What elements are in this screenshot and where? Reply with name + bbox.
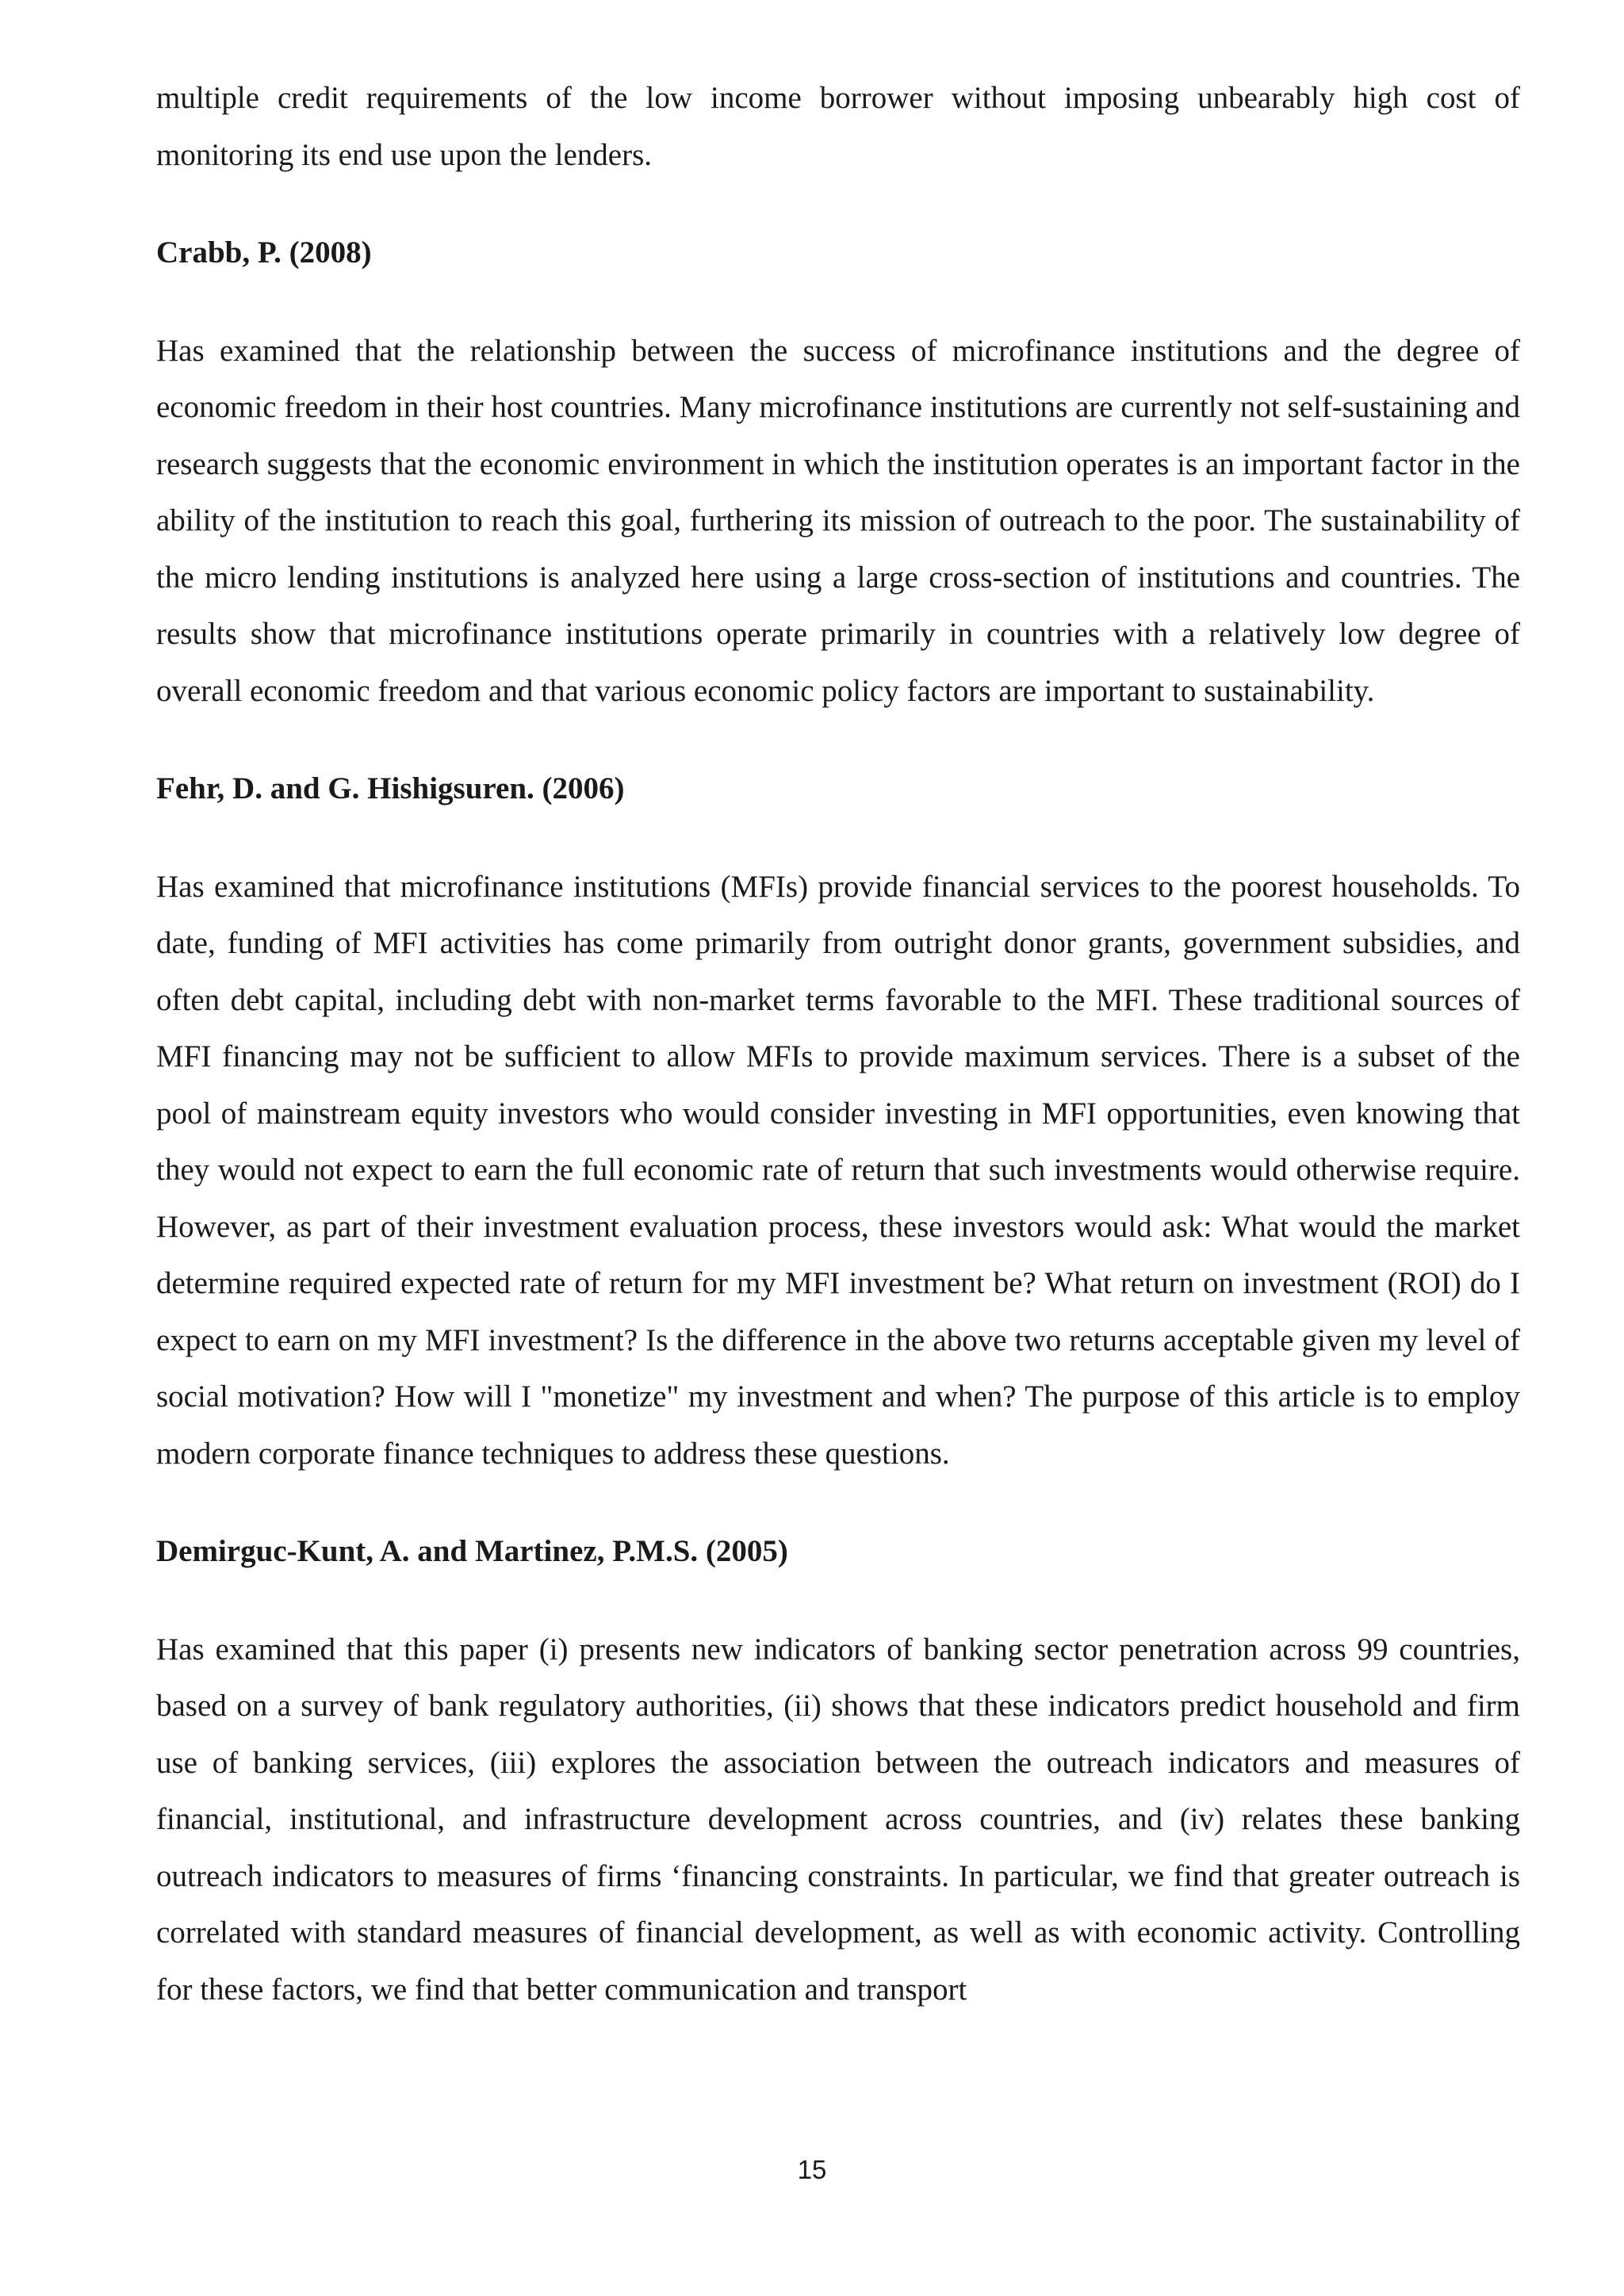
section-body-demirguc-kunt: Has examined that this paper (i) presents new indicators of banking sector penetration across 99 countries, based on a survey of bank regulatory authorities, (ii) shows that these indicators predict household and firm use of banking services, (iii) explores the association between the outreach indicators and measures of financial, institutional, and infrastructure development across countries, and (iv) relates these banking outreach indicators to measures of firms ‘financing constraints. In particular, we find that greater outreach is correlated with standard measures of financial development, as well as with economic activity. Controlling for these factors, we find that better communication and transport bbox=[156, 1632, 1520, 2007]
intro-paragraph: multiple credit requirements of the low income borrower without imposing unbearably high cost of monitoring its end use upon the lenders. bbox=[156, 81, 1520, 172]
section-heading-crabb: Crabb, P. (2008) bbox=[156, 235, 372, 270]
section-body-fehr: Has examined that microfinance institutions (MFIs) provide financial services to the poorest households. To date, funding of MFI activities has come primarily from outright donor grants, government subsidies, and often debt capital, including debt with non-market terms favorable to the MFI. These traditional sources of MFI financing may not be sufficient to allow MFIs to provide maximum services. There is a subset of the pool of mainstream equity investors who would consider investing in MFI opportunities, even knowing that they would not expect to earn the full economic rate of return that such investments would otherwise require. However, as part of their investment evaluation process, these investors would ask: What would the market determine required expected rate of return for my MFI investment be? What return on investment (ROI) do I expect to earn on my MFI investment? Is the difference in the above two returns acceptable given my level of social motivation? How will I "monetize" my investment and when? The purpose of this article is to employ modern corporate finance techniques to address these questions. bbox=[156, 869, 1520, 1471]
page-number: 15 bbox=[797, 2155, 827, 2184]
section-body-crabb: Has examined that the relationship between the success of microfinance institutions and the degree of economic freedom in their host countries. Many microfinance institutions are currently not self-sustaining and research suggests that the economic environment in which the institution operates is an important factor in the ability of the institution to reach this goal, furthering its mission of outreach to the poor. The sustainability of the micro lending institutions is analyzed here using a large cross-section of institutions and countries. The results show that microfinance institutions operate primarily in countries with a relatively low degree of overall economic freedom and that various economic policy factors are important to sustainability. bbox=[156, 333, 1520, 708]
document-page bbox=[156, 70, 1520, 2018]
section-heading-demirguc-kunt: Demirguc-Kunt, A. and Martinez, P.M.S. (2005) bbox=[156, 1534, 788, 1568]
section-heading-fehr: Fehr, D. and G. Hishigsuren. (2006) bbox=[156, 771, 625, 806]
